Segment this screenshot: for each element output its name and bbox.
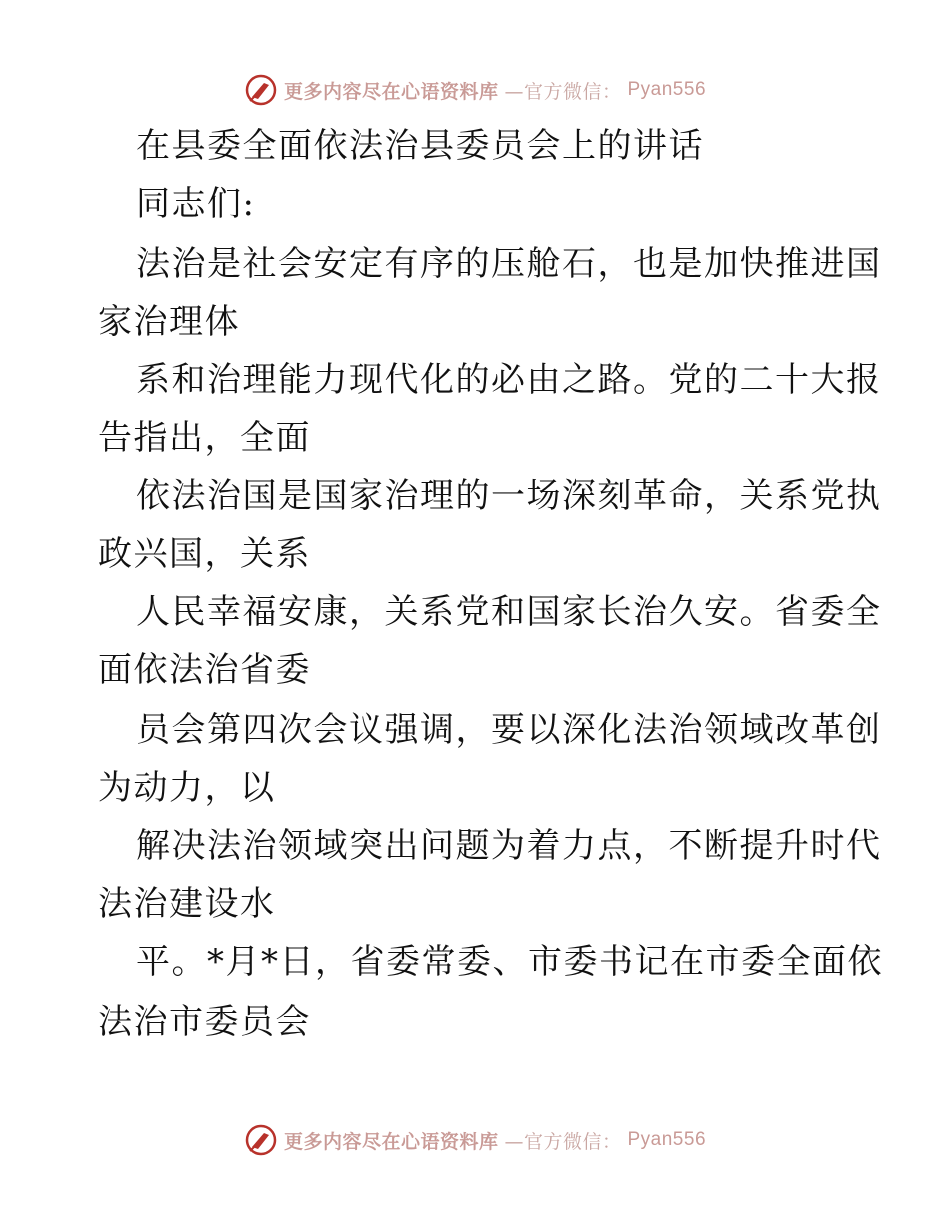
paragraph-line: 解决法治领域突出问题为着力点，不断提升时代 [136, 826, 882, 866]
paragraph-line: 家治理体 [98, 302, 240, 342]
paragraph-line: 为动力，以 [98, 768, 276, 808]
salutation: 同志们: [136, 184, 256, 224]
watermark-wechat-id: Pyan556 [627, 79, 707, 100]
watermark-footer [0, 1120, 950, 1160]
watermark-separator-text: —官方微信： [504, 1130, 622, 1153]
watermark-header [0, 70, 950, 110]
paragraph-line: 平。*月*日，省委常委、市委书记在市委全面依 [136, 942, 883, 982]
watermark-wechat-id: Pyan556 [627, 1129, 707, 1150]
paragraph-line: 面依法治省委 [98, 650, 311, 690]
paragraph-line: 法治是社会安定有序的压舱石，也是加快推进国 [136, 244, 882, 284]
brand-logo-icon [244, 73, 278, 107]
paragraph-line: 法治市委员会 [98, 1002, 311, 1042]
document-title: 在县委全面依法治县委员会上的讲话 [136, 126, 704, 166]
watermark-main-text: 更多内容尽在心语资料库 [283, 80, 499, 103]
paragraph-line: 法治建设水 [98, 884, 276, 924]
brand-logo-icon [244, 1123, 278, 1157]
paragraph-line: 人民幸福安康，关系党和国家长治久安。省委全 [136, 592, 882, 632]
watermark-separator-text: —官方微信： [504, 80, 622, 103]
watermark-main-text: 更多内容尽在心语资料库 [283, 1130, 499, 1153]
paragraph-line: 依法治国是国家治理的一场深刻革命，关系党执 [136, 476, 882, 516]
paragraph-line: 系和治理能力现代化的必由之路。党的二十大报 [136, 360, 882, 400]
paragraph-line: 员会第四次会议强调，要以深化法治领域改革创 [136, 710, 882, 750]
paragraph-line: 政兴国，关系 [98, 534, 311, 574]
paragraph-line: 告指出，全面 [98, 418, 311, 458]
